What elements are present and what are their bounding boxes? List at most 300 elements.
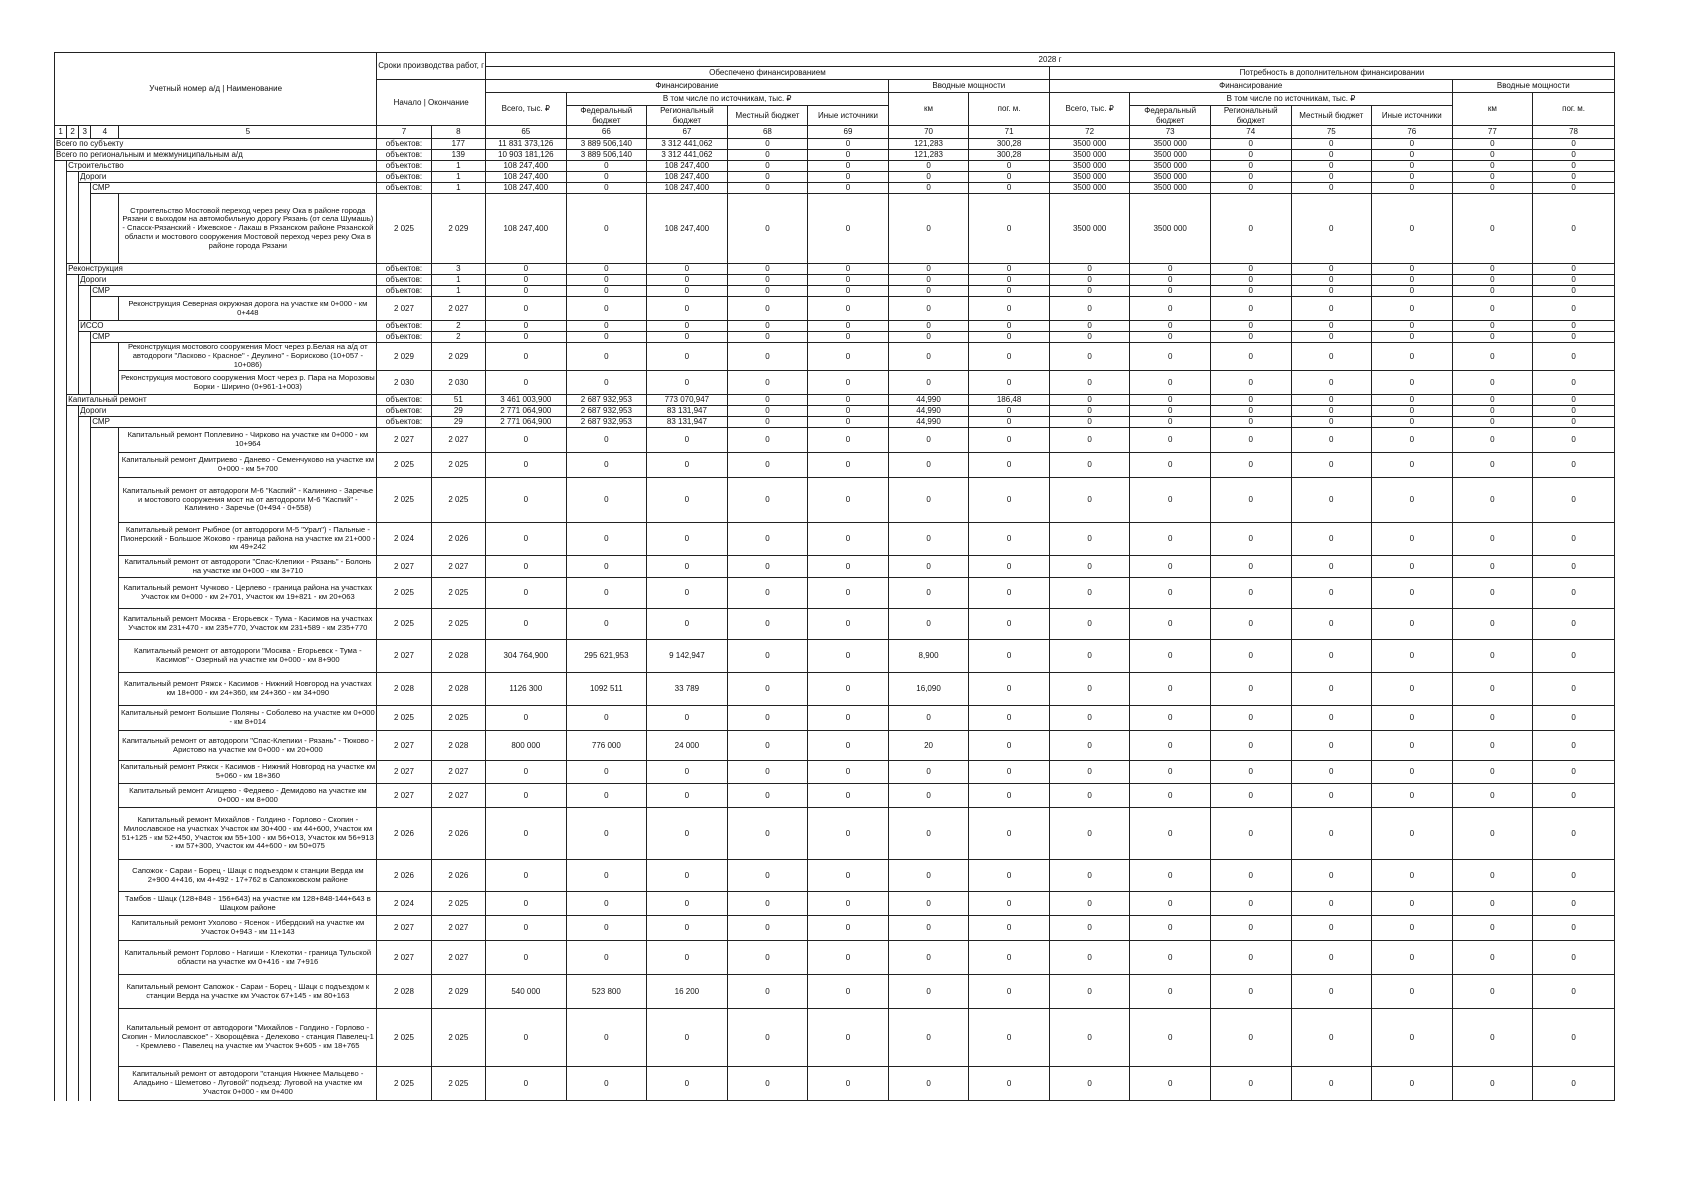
value-cell: 0 [1452, 428, 1533, 453]
value-cell: 0 [1372, 975, 1453, 1009]
value-cell: 0 [1533, 183, 1615, 194]
indent-cell [55, 673, 67, 706]
value-cell: 0 [888, 478, 969, 523]
column-number: 66 [566, 126, 647, 139]
value-cell: 0 [969, 1067, 1050, 1101]
value-cell: 2 771 064,900 [486, 406, 567, 417]
value-cell: 0 [1210, 784, 1291, 808]
end-year: 2 025 [431, 892, 485, 916]
value-cell: 0 [1291, 941, 1372, 975]
indent-cell [79, 609, 91, 640]
value-cell: 0 [808, 941, 889, 975]
value-cell: 0 [969, 673, 1050, 706]
value-cell: 0 [727, 1067, 808, 1101]
value-cell: 0 [1372, 332, 1453, 343]
value-cell: 0 [1210, 343, 1291, 371]
value-cell: 540 000 [486, 975, 567, 1009]
end-year: 2 026 [431, 808, 485, 860]
value-cell: 0 [808, 194, 889, 264]
indent-cell [79, 523, 91, 556]
value-cell: 0 [1210, 297, 1291, 321]
value-cell: 0 [486, 860, 567, 892]
value-cell: 0 [486, 264, 567, 275]
value-cell: 0 [727, 406, 808, 417]
value-cell: 0 [808, 417, 889, 428]
indent-cell [79, 286, 91, 297]
value-cell: 3500 000 [1130, 150, 1211, 161]
value-cell: 0 [888, 892, 969, 916]
value-cell: 0 [1049, 523, 1130, 556]
value-cell: 0 [888, 523, 969, 556]
value-cell: 0 [1452, 784, 1533, 808]
indent-cell [67, 343, 79, 371]
indent-cell [91, 453, 119, 478]
indent-cell [67, 975, 79, 1009]
value-cell: 0 [808, 172, 889, 183]
value-cell: 0 [1049, 808, 1130, 860]
value-cell: 0 [1452, 275, 1533, 286]
value-cell: 0 [1049, 297, 1130, 321]
indent-cell [55, 172, 67, 183]
group-name: СМР [91, 286, 377, 297]
value-cell: 0 [1533, 297, 1615, 321]
header-financing: Финансирование [486, 80, 889, 93]
value-cell: 0 [969, 161, 1050, 172]
value-cell: 0 [1372, 275, 1453, 286]
indent-cell [79, 673, 91, 706]
header-need-more: Потребность в дополнительном финансировании [1049, 66, 1614, 80]
column-number: 75 [1291, 126, 1372, 139]
value-cell: 0 [1372, 286, 1453, 297]
value-cell: 0 [1372, 761, 1453, 784]
column-number: 2 [67, 126, 79, 139]
group-name: СМР [91, 332, 377, 343]
value-cell: 0 [1210, 523, 1291, 556]
value-cell: 0 [1049, 332, 1130, 343]
value-cell: 0 [566, 172, 647, 183]
value-cell: 0 [808, 556, 889, 578]
end-year: 2 025 [431, 578, 485, 609]
value-cell: 0 [808, 161, 889, 172]
value-cell: 0 [1372, 395, 1453, 406]
value-cell: 0 [1533, 706, 1615, 731]
value-cell: 0 [1372, 428, 1453, 453]
indent-cell [91, 1067, 119, 1101]
objects-count: 51 [431, 395, 485, 406]
value-cell: 0 [647, 578, 728, 609]
column-number: 74 [1210, 126, 1291, 139]
indent-cell [91, 731, 119, 761]
value-cell: 0 [1452, 478, 1533, 523]
value-cell: 0 [647, 332, 728, 343]
value-cell: 0 [1130, 916, 1211, 941]
value-cell: 0 [1210, 609, 1291, 640]
table-row [55, 395, 1615, 406]
value-cell: 0 [727, 150, 808, 161]
value-cell: 108 247,400 [486, 172, 567, 183]
value-cell: 0 [969, 406, 1050, 417]
start-year: 2 028 [377, 673, 431, 706]
value-cell: 0 [1533, 808, 1615, 860]
object-name: Капитальный ремонт Сапожок - Сараи - Борец - Шацк с подъездом к станции Верда на участке км Участок 67+145 - км 80+163 [119, 975, 377, 1009]
value-cell: 44,990 [888, 406, 969, 417]
indent-cell [91, 673, 119, 706]
table-row [55, 194, 1615, 264]
group-name: Строительство [67, 161, 377, 172]
table-row [55, 808, 1615, 860]
indent-cell [67, 478, 79, 523]
value-cell: 0 [1372, 297, 1453, 321]
value-cell: 0 [727, 286, 808, 297]
header-local-2: Местный бюджет [1291, 106, 1372, 126]
value-cell: 0 [486, 808, 567, 860]
value-cell: 0 [888, 578, 969, 609]
value-cell: 0 [1291, 395, 1372, 406]
column-number: 71 [969, 126, 1050, 139]
column-number: 72 [1049, 126, 1130, 139]
indent-cell [67, 417, 79, 428]
value-cell: 0 [1452, 194, 1533, 264]
value-cell: 0 [1372, 417, 1453, 428]
end-year: 2 029 [431, 343, 485, 371]
value-cell: 0 [647, 523, 728, 556]
indent-cell [67, 1067, 79, 1101]
indent-cell [67, 808, 79, 860]
table-row [55, 523, 1615, 556]
objects-label: объектов: [377, 172, 431, 183]
value-cell: 0 [727, 578, 808, 609]
value-cell: 1092 511 [566, 673, 647, 706]
object-name: Капитальный ремонт Михайлов - Голдино - Горлово - Скопин - Милославское на участках Участок км 30+400 - км 44+600, Участок км 51+125 - км 52+450, Участок км 55+100 - км 56+013, Участок км 56+913 - км 57+300, Участок км 44+600 - км 50+075 [119, 808, 377, 860]
value-cell: 0 [1533, 892, 1615, 916]
indent-cell [79, 808, 91, 860]
value-cell: 0 [1372, 860, 1453, 892]
value-cell: 0 [1452, 139, 1533, 150]
header-km-2: км [1452, 93, 1533, 126]
value-cell: 0 [888, 297, 969, 321]
end-year: 2 026 [431, 860, 485, 892]
value-cell: 0 [808, 1067, 889, 1101]
start-year: 2 024 [377, 892, 431, 916]
objects-label: объектов: [377, 406, 431, 417]
value-cell: 33 789 [647, 673, 728, 706]
column-number: 3 [79, 126, 91, 139]
value-cell: 0 [727, 706, 808, 731]
indent-cell [55, 892, 67, 916]
value-cell: 0 [647, 343, 728, 371]
value-cell: 0 [1130, 395, 1211, 406]
header-total: Всего, тыс. ₽ [486, 93, 567, 126]
value-cell: 0 [1372, 453, 1453, 478]
start-year: 2 025 [377, 194, 431, 264]
end-year: 2 028 [431, 673, 485, 706]
value-cell: 0 [1533, 332, 1615, 343]
object-name: Капитальный ремонт от автодороги "Спас-Клепики - Рязань" - Болонь на участке км 0+000 - км 3+710 [119, 556, 377, 578]
table-row [55, 731, 1615, 761]
value-cell: 0 [727, 975, 808, 1009]
table-row [55, 139, 1615, 150]
value-cell: 0 [1291, 609, 1372, 640]
objects-label: объектов: [377, 264, 431, 275]
value-cell: 0 [1372, 321, 1453, 332]
group-name: Всего по субъекту [55, 139, 377, 150]
end-year: 2 025 [431, 453, 485, 478]
value-cell: 0 [566, 916, 647, 941]
value-cell: 0 [1049, 264, 1130, 275]
indent-cell [67, 428, 79, 453]
value-cell: 3 889 506,140 [566, 150, 647, 161]
value-cell: 0 [808, 183, 889, 194]
table-row [55, 264, 1615, 275]
indent-cell [67, 286, 79, 297]
value-cell: 0 [888, 332, 969, 343]
value-cell: 0 [647, 321, 728, 332]
group-name: ИССО [79, 321, 377, 332]
value-cell: 0 [888, 784, 969, 808]
header-by-sources-2: В том числе по источникам, тыс. ₽ [1130, 93, 1452, 106]
value-cell: 0 [486, 332, 567, 343]
indent-cell [91, 523, 119, 556]
value-cell: 0 [1533, 343, 1615, 371]
value-cell: 0 [1130, 275, 1211, 286]
value-cell: 0 [1452, 183, 1533, 194]
value-cell: 0 [1291, 860, 1372, 892]
value-cell: 0 [486, 297, 567, 321]
object-name: Реконструкция мостового сооружения Мост через р.Белая на а/д от автодороги "Ласково - Красное" - Деулино" - Борисково (10+057 - 10+086) [119, 343, 377, 371]
indent-cell [55, 453, 67, 478]
value-cell: 0 [1372, 478, 1453, 523]
value-cell: 44,990 [888, 417, 969, 428]
header-period: Сроки производства работ, г [377, 53, 486, 80]
value-cell: 0 [1210, 371, 1291, 395]
indent-cell [91, 578, 119, 609]
header-other: Иные источники [808, 106, 889, 126]
start-year: 2 027 [377, 556, 431, 578]
value-cell: 3500 000 [1130, 161, 1211, 172]
indent-cell [91, 194, 119, 264]
value-cell: 0 [1291, 1067, 1372, 1101]
objects-label: объектов: [377, 321, 431, 332]
indent-cell [79, 478, 91, 523]
value-cell: 0 [1372, 371, 1453, 395]
objects-count: 2 [431, 332, 485, 343]
value-cell: 0 [808, 975, 889, 1009]
value-cell: 0 [566, 332, 647, 343]
value-cell: 0 [1452, 808, 1533, 860]
value-cell: 0 [1372, 731, 1453, 761]
value-cell: 0 [808, 578, 889, 609]
start-year: 2 025 [377, 706, 431, 731]
header-federal: Федеральный бюджет [566, 106, 647, 126]
value-cell: 0 [808, 275, 889, 286]
value-cell: 0 [888, 428, 969, 453]
value-cell: 0 [888, 761, 969, 784]
end-year: 2 030 [431, 371, 485, 395]
value-cell: 0 [969, 523, 1050, 556]
value-cell: 0 [1130, 428, 1211, 453]
value-cell: 0 [1372, 264, 1453, 275]
value-cell: 0 [808, 321, 889, 332]
value-cell: 0 [969, 975, 1050, 1009]
value-cell: 0 [1452, 916, 1533, 941]
header-start-end: Начало | Окончание [377, 80, 486, 126]
table-row [55, 1067, 1615, 1101]
value-cell: 0 [1452, 556, 1533, 578]
value-cell: 108 247,400 [647, 194, 728, 264]
table-row [55, 343, 1615, 371]
column-number: 68 [727, 126, 808, 139]
value-cell: 0 [566, 892, 647, 916]
object-name: Капитальный ремонт от автодороги "станция Нижнее Мальцево - Аладьино - Шеметово - Луговой" подъезд: Луговой на участке км Участок 0+000 - км 0+400 [119, 1067, 377, 1101]
end-year: 2 028 [431, 640, 485, 673]
value-cell: 0 [1452, 406, 1533, 417]
value-cell: 0 [1372, 640, 1453, 673]
end-year: 2 025 [431, 1067, 485, 1101]
value-cell: 0 [969, 453, 1050, 478]
object-name: Капитальный ремонт Горлово - Нагиши - Клекотки - граница Тульской области на участке км 0+416 - км 7+916 [119, 941, 377, 975]
value-cell: 0 [1291, 478, 1372, 523]
value-cell: 0 [647, 297, 728, 321]
value-cell: 0 [1130, 556, 1211, 578]
indent-cell [55, 916, 67, 941]
value-cell: 0 [1210, 161, 1291, 172]
value-cell: 0 [1049, 275, 1130, 286]
value-cell: 0 [486, 428, 567, 453]
value-cell: 0 [808, 706, 889, 731]
value-cell: 0 [1452, 321, 1533, 332]
value-cell: 0 [486, 1009, 567, 1067]
start-year: 2 025 [377, 609, 431, 640]
objects-count: 1 [431, 183, 485, 194]
indent-cell [55, 640, 67, 673]
header-funded: Обеспечено финансированием [486, 66, 1050, 80]
value-cell: 0 [1210, 275, 1291, 286]
value-cell: 0 [969, 297, 1050, 321]
value-cell: 0 [647, 286, 728, 297]
value-cell: 0 [1533, 194, 1615, 264]
value-cell: 0 [727, 892, 808, 916]
indent-cell [79, 761, 91, 784]
value-cell: 3500 000 [1049, 161, 1130, 172]
value-cell: 0 [486, 609, 567, 640]
value-cell: 0 [566, 523, 647, 556]
value-cell: 0 [1210, 808, 1291, 860]
value-cell: 0 [727, 453, 808, 478]
start-year: 2 027 [377, 731, 431, 761]
value-cell: 0 [1533, 640, 1615, 673]
value-cell: 0 [1533, 578, 1615, 609]
indent-cell [91, 975, 119, 1009]
value-cell: 0 [808, 139, 889, 150]
value-cell: 0 [1372, 343, 1453, 371]
value-cell: 0 [969, 578, 1050, 609]
value-cell: 0 [888, 183, 969, 194]
value-cell: 0 [727, 1009, 808, 1067]
table-row [55, 172, 1615, 183]
value-cell: 0 [969, 417, 1050, 428]
value-cell: 0 [727, 417, 808, 428]
header-total-2: Всего, тыс. ₽ [1049, 93, 1130, 126]
value-cell: 0 [647, 1067, 728, 1101]
value-cell: 0 [1452, 161, 1533, 172]
value-cell: 44,990 [888, 395, 969, 406]
value-cell: 0 [1049, 556, 1130, 578]
value-cell: 0 [1210, 761, 1291, 784]
object-name: Капитальный ремонт от автодороги "Михайлов - Голдино - Горлово - Скопин - Милославское" - Хворощёвка - Делехово - станция Павелец-1 - Кремлево - Павелец на участке км Участок 9+605 - км 18+765 [119, 1009, 377, 1067]
value-cell: 0 [969, 892, 1050, 916]
objects-count: 1 [431, 275, 485, 286]
table-row [55, 332, 1615, 343]
value-cell: 0 [566, 161, 647, 172]
header-other-2: Иные источники [1372, 106, 1453, 126]
value-cell: 0 [808, 523, 889, 556]
value-cell: 0 [1533, 523, 1615, 556]
value-cell: 0 [1130, 332, 1211, 343]
value-cell: 0 [1533, 139, 1615, 150]
value-cell: 0 [647, 428, 728, 453]
table-row [55, 706, 1615, 731]
end-year: 2 027 [431, 297, 485, 321]
value-cell: 0 [1372, 150, 1453, 161]
indent-cell [79, 194, 91, 264]
value-cell: 0 [1372, 1009, 1453, 1067]
value-cell: 1126 300 [486, 673, 567, 706]
value-cell: 0 [1210, 264, 1291, 275]
value-cell: 0 [808, 640, 889, 673]
value-cell: 0 [1291, 808, 1372, 860]
objects-count: 2 [431, 321, 485, 332]
value-cell: 3500 000 [1130, 194, 1211, 264]
value-cell: 0 [727, 172, 808, 183]
value-cell: 0 [1533, 428, 1615, 453]
indent-cell [79, 428, 91, 453]
value-cell: 2 687 932,953 [566, 406, 647, 417]
table-row [55, 860, 1615, 892]
value-cell: 0 [1291, 139, 1372, 150]
value-cell: 0 [1372, 609, 1453, 640]
value-cell: 3500 000 [1049, 150, 1130, 161]
value-cell: 0 [1049, 1067, 1130, 1101]
object-name: Капитальный ремонт Чучково - Церлево - граница района на участках Участок км 0+000 - км 2+701, Участок км 19+821 - км 20+063 [119, 578, 377, 609]
value-cell: 0 [969, 264, 1050, 275]
value-cell: 0 [566, 286, 647, 297]
value-cell: 0 [1291, 332, 1372, 343]
value-cell: 0 [486, 523, 567, 556]
header-km: км [888, 93, 969, 126]
value-cell: 0 [1533, 321, 1615, 332]
end-year: 2 027 [431, 556, 485, 578]
indent-cell [55, 578, 67, 609]
value-cell: 0 [1210, 1009, 1291, 1067]
value-cell: 0 [888, 286, 969, 297]
value-cell: 16,090 [888, 673, 969, 706]
value-cell: 0 [1533, 286, 1615, 297]
value-cell: 0 [727, 784, 808, 808]
value-cell: 0 [1210, 428, 1291, 453]
value-cell: 0 [969, 343, 1050, 371]
value-cell: 0 [1533, 975, 1615, 1009]
value-cell: 0 [1130, 860, 1211, 892]
table-row [55, 556, 1615, 578]
indent-cell [67, 275, 79, 286]
value-cell: 0 [566, 428, 647, 453]
indent-cell [55, 784, 67, 808]
end-year: 2 027 [431, 941, 485, 975]
column-number: 78 [1533, 126, 1615, 139]
column-number: 69 [808, 126, 889, 139]
value-cell: 0 [1452, 892, 1533, 916]
value-cell: 0 [486, 706, 567, 731]
